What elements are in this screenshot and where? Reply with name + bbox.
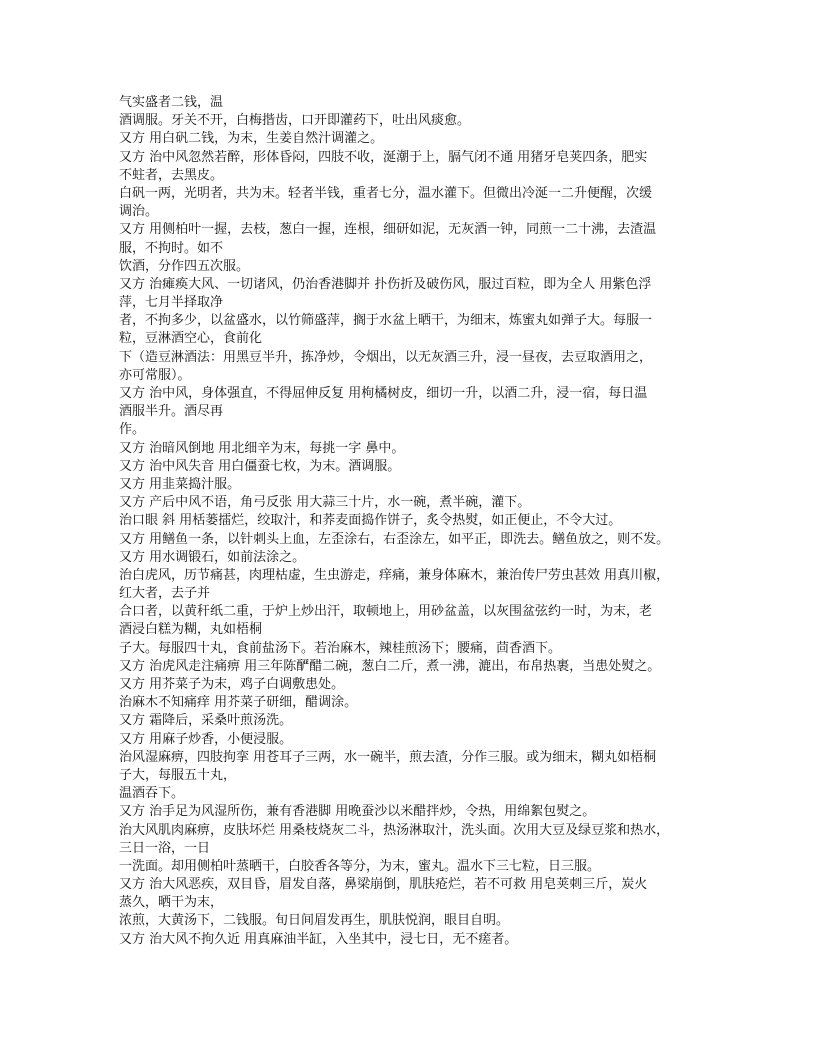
text-line: 又方 用鳝鱼一条，以针刺头上血，左歪涂右，右歪涂左，如平正，即洗去。鳝鱼放之，则不发。 (119, 531, 670, 547)
text-line: 萍，七月半择取净 (119, 295, 224, 311)
text-line: 粒，豆淋酒空心，食前化 (119, 331, 263, 347)
text-line: 亦可常服）。 (119, 367, 191, 383)
text-line: 者，不拘多少，以盆盛水，以竹筛盛萍，搁于水盆上晒干，为细末，炼蜜丸如弹子大。每服一 (119, 313, 653, 329)
text-line: 子大。每服四十丸，食前盐汤下。若治麻木，辣桂煎汤下；腰痛，茴香酒下。 (119, 640, 562, 656)
text-line: 三日一浴，一日 (119, 840, 211, 856)
text-line: 又方 用白矾二钱，为末，生姜自然汁调灌之。 (119, 131, 384, 147)
text-line: 又方 治瘫痪大风、一切诸风，仍治香港脚并 扑伤折及破伤风，服过百粒，即为全人 用紫色浮 (119, 276, 652, 292)
text-line: 子大，每服五十丸， (119, 767, 237, 783)
text-line: 不蛀者，去黑皮。 (119, 167, 224, 183)
text-line: 浓煎，大黄汤下，二钱服。旬日间眉发再生，肌肤悦润，眼目自明。 (119, 913, 510, 929)
text-line: 又方 治中风，身体强直，不得屈伸反复 用枸橘树皮，细切一升，以酒二升，浸一宿，每日温 (119, 386, 648, 401)
text-line: 酒浸白糕为糊，丸如梧桐 (119, 622, 263, 638)
text-line: 又方 治暗风倒地 用北细辛为末，每挑一字 鼻中。 (119, 440, 405, 456)
text-line: 又方 产后中风不语，角弓反张 用大蒜三十片，水一碗，煮半碗，灌下。 (119, 495, 531, 511)
text-line: 又方 治大风不拘久近 用真麻油半缸，入坐其中，浸七日，无不瘥者。 (119, 931, 518, 947)
text-line: 又方 用韭菜捣汁服。 (119, 476, 241, 492)
text-line: 作。 (119, 422, 146, 438)
text-line: 又方 治中风忽然若醉，形体昏闷，四肢不收，涎潮于上，膈气闭不通 用猪牙皂荚四条，肥实 (119, 149, 648, 165)
text-line: 饮酒，分作四五次服。 (119, 258, 250, 274)
text-line: 酒服半升。酒尽再 (119, 404, 224, 420)
text-line: 服，不拘时。如不 (119, 240, 224, 256)
text-line: 气实盛者二钱，温 (119, 95, 224, 110)
text-line: 治口眼 斜 用栝蒌擂烂，绞取汁，和荞麦面捣作饼子，炙令热熨，如正便止，不令大过。 (119, 513, 622, 529)
text-line: 蒸久，晒干为末， (119, 895, 224, 911)
document-body (119, 94, 719, 949)
text-line: 又方 治中风失音 用白僵蚕七枚，为末。酒调服。 (119, 458, 401, 474)
text-line: 红大者，去子并 (119, 586, 211, 602)
text-line: 又方 治虎风走注痛痹 用三年陈酽醋二碗，葱白二斤，煮一沸，漉出，布帛热裹，当患处熨之。 (119, 658, 661, 674)
text-line: 又方 霜降后，采桑叶煎汤洗。 (119, 713, 293, 729)
text-line: 治白虎风，历节痛甚，肉理枯虚，生虫游走，痒痛，兼身体麻木，兼治传尸劳虫甚效 用真川椒， (119, 567, 670, 583)
text-line: 治风湿麻痹，四肢拘挛 用苍耳子三两，水一碗半，煎去渣，分作三服。或为细末，糊丸如梧桐 (119, 749, 657, 765)
text-line: 调治。 (119, 204, 159, 220)
text-line: 治大风肌肉麻痹，皮肤坏烂 用桑枝烧灰二斗，热汤淋取汁，洗头面。次用大豆及绿豆浆和热水， (119, 822, 670, 838)
text-line: 治麻木不知痛痒 用芥菜子研细，醋调涂。 (119, 695, 358, 711)
text-line: 合口者，以黄秆纸二重，于炉上炒出汗，取顿地上，用砂盆盖，以灰围盆弦约一时，为末，老 (119, 604, 653, 620)
text-line: 又方 用侧柏叶一握，去枝，葱白一握，连根，细研如泥，无灰酒一钟，同煎一二十沸，去渣温 (119, 222, 657, 238)
text-line: 又方 用麻子炒香，小便浸服。 (119, 731, 293, 747)
text-line: 又方 用芥菜子为末，鸡子白调敷患处。 (119, 677, 345, 692)
text-line: 酒调服。牙关不开，白梅揩齿，口开即灌药下，吐出风痰愈。 (119, 113, 471, 129)
text-line: 又方 治大风恶疾，双目昏，眉发自落，鼻梁崩倒，肌肤疮烂，若不可救 用皂荚刺三斤，炭火 (119, 877, 648, 893)
text-line: 一洗面。却用侧柏叶蒸晒干，白胶香各等分，为末，蜜丸。温水下三七粒，日三服。 (119, 858, 601, 874)
text-line: 又方 治手足为风湿所伤，兼有香港脚 用晚蚕沙以米醋拌炒，令热，用绵絮包熨之。 (119, 804, 596, 820)
text-line: 下（造豆淋酒法：用黑豆半升，拣净炒，令烟出，以无灰酒三升，浸一昼夜，去豆取酒用之， (119, 349, 653, 365)
text-line: 温酒吞下。 (119, 786, 185, 802)
text-line: 白矾一两，光明者，共为末。轻者半钱，重者七分，温水灌下。但微出冷涎一二升便醒，次缓 (119, 185, 653, 201)
text-line: 又方 用水调锻石，如前法涂之。 (119, 549, 306, 565)
